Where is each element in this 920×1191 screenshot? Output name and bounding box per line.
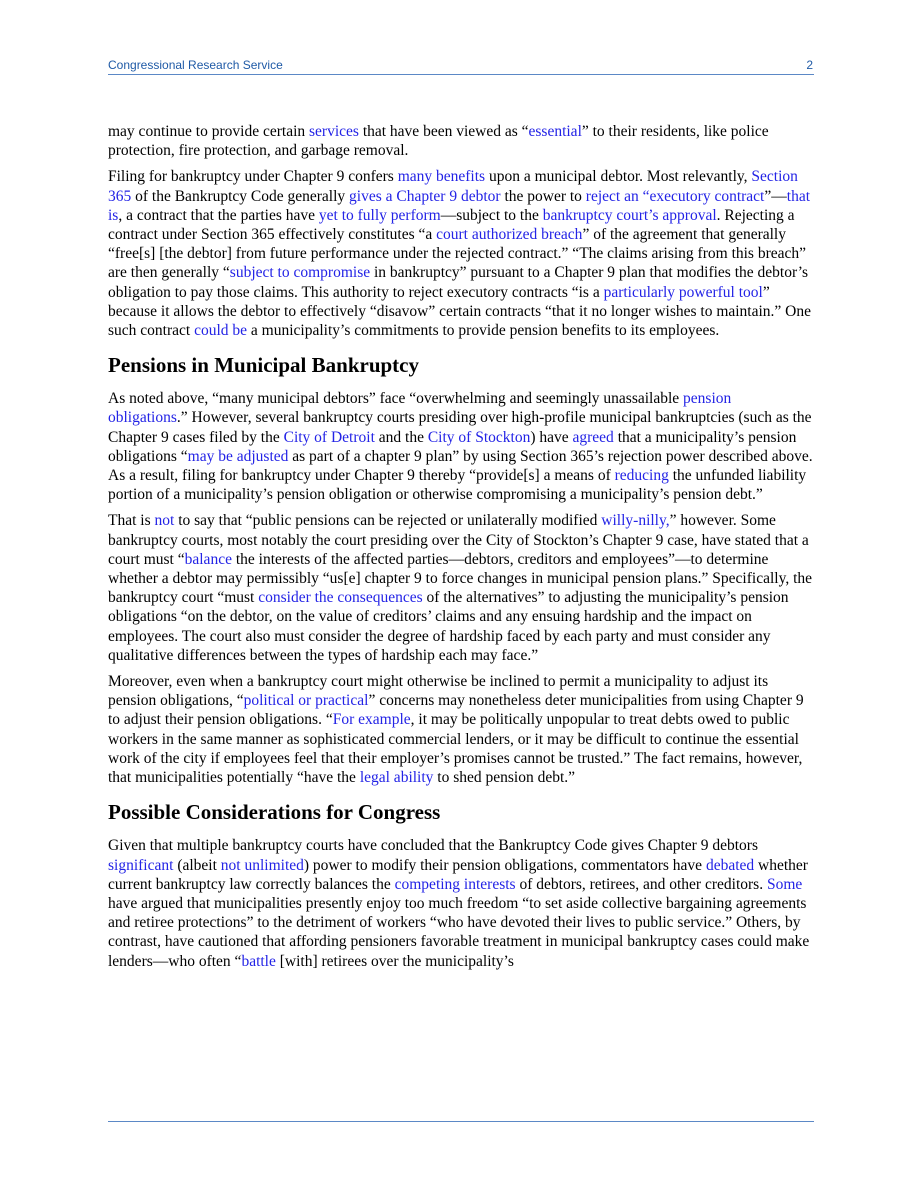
paragraph-6: Given that multiple bankruptcy courts have concluded that the Bankruptcy Code gives Chapter 9 debtors significant (albeit not unlimited) power to modify their pension obligations, commentators have debated whether current bankruptcy law correctly balances the competing interests of debtors, retirees, and other creditors. Some have argued that municipalities presently enjoy too much freedom “to set aside collective bargaining agreements and retiree protections” to the detriment of workers “who have devoted their lives to public service.” Others, by contrast, have cautioned that affording pensioners favorable treatment in municipal bankruptcy cases could make lenders—who often “battle [with] retirees over the municipality’s [108, 837, 810, 970]
link-powerful-tool[interactable]: particularly powerful tool [603, 283, 763, 301]
link-willy-nilly[interactable]: willy-nilly, [601, 512, 670, 530]
link-detroit[interactable]: City of Detroit [283, 428, 375, 446]
link-that-is[interactable]: that is [108, 187, 811, 224]
link-services[interactable]: services [309, 123, 359, 140]
link-some[interactable]: Some [766, 875, 803, 893]
link-may-be-adjusted[interactable]: may be adjusted [187, 447, 289, 465]
section-heading-pensions: Pensions in Municipal Bankruptcy [108, 353, 419, 378]
document-body [108, 122, 814, 978]
link-could-be[interactable]: could be [194, 322, 248, 340]
paragraph-3: As noted above, “many municipal debtors” face “overwhelming and seemingly unassailable pension obligations.” However, several bankruptcy courts presiding over high-profile municipal bankruptcies (such as the Chapter 9 cases filed by the City of Detroit and the City of Stockton) have agreed that a municipality’s pension obligations “may be adjusted as part of a chapter 9 plan” by using Section 365’s rejection power described above. As a result, filing for bankruptcy under Chapter 9 thereby “provide[s] a means of reducing the unfunded liability portion of a municipality’s pension obligation or otherwise compromising a municipality’s pension debt.” [108, 390, 813, 504]
link-reject-contract[interactable]: reject an “executory contract [585, 187, 765, 205]
link-subject-compromise[interactable]: subject to compromise [229, 264, 371, 282]
link-competing-interests[interactable]: competing interests [394, 875, 516, 893]
header-source: Congressional Research Service [108, 58, 283, 72]
section-heading-congress: Possible Considerations for Congress [108, 800, 441, 825]
link-gives-debtor[interactable]: gives a Chapter 9 debtor [349, 187, 501, 205]
link-significant[interactable]: significant [108, 856, 174, 874]
page-header [108, 58, 813, 75]
link-battle[interactable]: battle [241, 952, 276, 970]
footer-rule [108, 1121, 814, 1122]
link-debated[interactable]: debated [705, 856, 755, 874]
link-balance[interactable]: balance [184, 550, 232, 568]
link-many-benefits[interactable]: many benefits [397, 168, 486, 186]
paragraph-2: Filing for bankruptcy under Chapter 9 confers many benefits upon a municipal debtor. Most relevantly, Section 365 of the Bankruptcy Code generally gives a Chapter 9 debtor the power to reject an “executory contract”—that is, a contract that the parties have yet to fully perform—subject to the bankruptcy court’s approval. Rejecting a contract under Section 365 effectively constitutes “a court authorized breach” of the agreement that generally “free[s] [the debtor] from future performance under the rejected contract.” “The claims arising from this breach” are then generally “subject to compromise in bankruptcy” pursuant to a Chapter 9 plan that modifies the debtor’s obligation to pay those claims. This authority to reject executory contracts “is a particularly powerful tool” because it allows the debtor to effectively “disavow” certain contracts “that it no longer wishes to maintain.” One such contract could be a municipality’s commitments to provide pension benefits to its employees. [108, 168, 812, 340]
link-for-example[interactable]: For example [332, 711, 411, 729]
link-essential[interactable]: essential [528, 123, 582, 140]
link-court-breach[interactable]: court authorized breach [436, 226, 583, 244]
header-rule [108, 74, 814, 75]
link-consider-consequences[interactable]: consider the consequences [258, 589, 423, 607]
paragraph-4: That is not to say that “public pensions can be rejected or unilaterally modified willy-nilly,” however. Some bankruptcy courts, most notably the court presiding over the City of Stockton’s Chapter 9 case, have stated that a court must “balance the interests of the affected parties—debtors, creditors and employees”—to determine whether a debtor may permissibly “us[e] chapter 9 to force changes in municipal pension plans.” Specifically, the bankruptcy court “must consider the consequences of the alternatives” to adjusting the municipality’s pension obligations “on the debtor, on the value of creditors’ claims and any ensuing hardship and the impact on employees. The court also must consider the degree of hardship faced by each party and must consider any qualitative differences between the types of hardship each may face.” [108, 512, 813, 664]
link-reducing[interactable]: reducing [614, 467, 669, 485]
paragraph-5: Moreover, even when a bankruptcy court might otherwise be inclined to permit a municipality to adjust its pension obligations, “political or practical” concerns may nonetheless deter municipalities from using Chapter 9 to adjust their pension obligations. “For example, it may be politically unpopular to treat debts owed to public workers in the same manner as sophisticated commercial lenders, or it may be difficult to continue the essential work of the city if employees feel that their employer’s promises cannot be trusted.” The fact remains, however, that municipalities potentially “have the legal ability to shed pension debt.” [108, 673, 804, 787]
link-political-practical[interactable]: political or practical [243, 692, 369, 710]
link-stockton[interactable]: City of Stockton [427, 428, 531, 446]
link-agreed[interactable]: agreed [572, 428, 614, 446]
link-court-approval[interactable]: bankruptcy court’s approval [542, 206, 717, 224]
link-pension-obligations[interactable]: pension obligations [108, 390, 732, 427]
link-yet-to-perform[interactable]: yet to fully perform [318, 206, 441, 224]
page-number: 2 [806, 58, 813, 72]
paragraph-1: may continue to provide certain services that have been viewed as “essential” to their residents, like police protection, fire protection, and garbage removal. [108, 123, 769, 160]
link-not-unlimited[interactable]: not unlimited [220, 856, 304, 874]
link-not[interactable]: not [154, 512, 175, 530]
link-section-365[interactable]: Section 365 [108, 168, 798, 205]
link-legal-ability[interactable]: legal ability [359, 769, 434, 787]
